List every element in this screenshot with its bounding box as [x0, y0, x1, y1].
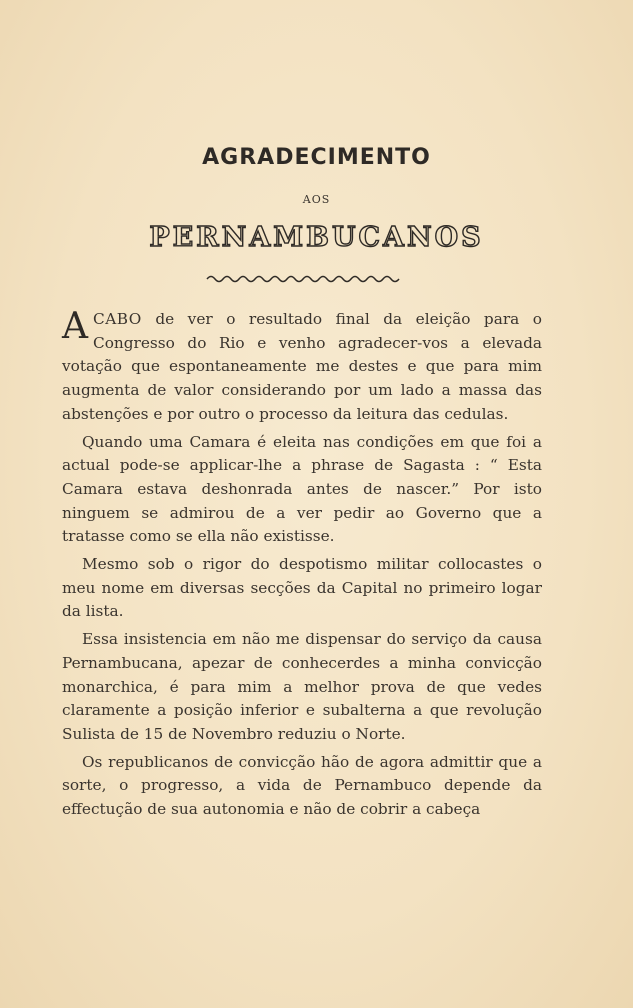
paragraph-1-text: de ver o resultado final da eleição para o Congresso do Rio e venho agradecer-vos a elevada votação que espontaneamente me destes e que para mim augmenta de valor considerando por um lado a massa das abstenções e por outro o processo da leitura das cedulas. — [62, 310, 542, 423]
drop-cap: A — [62, 306, 88, 347]
letter-body — [62, 308, 542, 826]
page-subtitle: AOS — [302, 193, 331, 206]
first-word: CABO — [93, 310, 142, 328]
paragraph-5: Os republicanos de convicção hão de agora admittir que a sorte, o progresso, a vida de Pernambuco depende da effectução de sua autonomia e não de cobrir a cabeça — [62, 752, 542, 819]
wavy-ornament-divider — [205, 272, 405, 286]
paragraph-3: Mesmo sob o rigor do despotismo militar collocastes o meu nome em diversas secções da Capital no primeiro logar da lista. — [62, 555, 542, 621]
paragraph-1 — [62, 308, 542, 427]
paragraph-4: Essa insistencia em não me dispensar do serviço da causa Pernambucana, apezar de conhecerdes a minha convicção monarchica, é para mim a melhor prova de que vedes claramente a posição inferior e subalterna a que revolução Sulista de 15 de Novembro reduziu o Norte. — [62, 630, 542, 743]
page-title: AGRADECIMENTO — [202, 145, 431, 170]
banner-title: PERNAMBUCANOS — [149, 222, 484, 253]
paragraph-2: Quando uma Camara é eleita nas condições em que foi a actual pode-se applicar-lhe a phrase de Sagasta : “ Esta Camara estava deshonrada antes de nascer.” Por isto ninguem se admirou de a ver pedir ao Governo que a tratasse como se ella não existisse. — [62, 432, 542, 546]
